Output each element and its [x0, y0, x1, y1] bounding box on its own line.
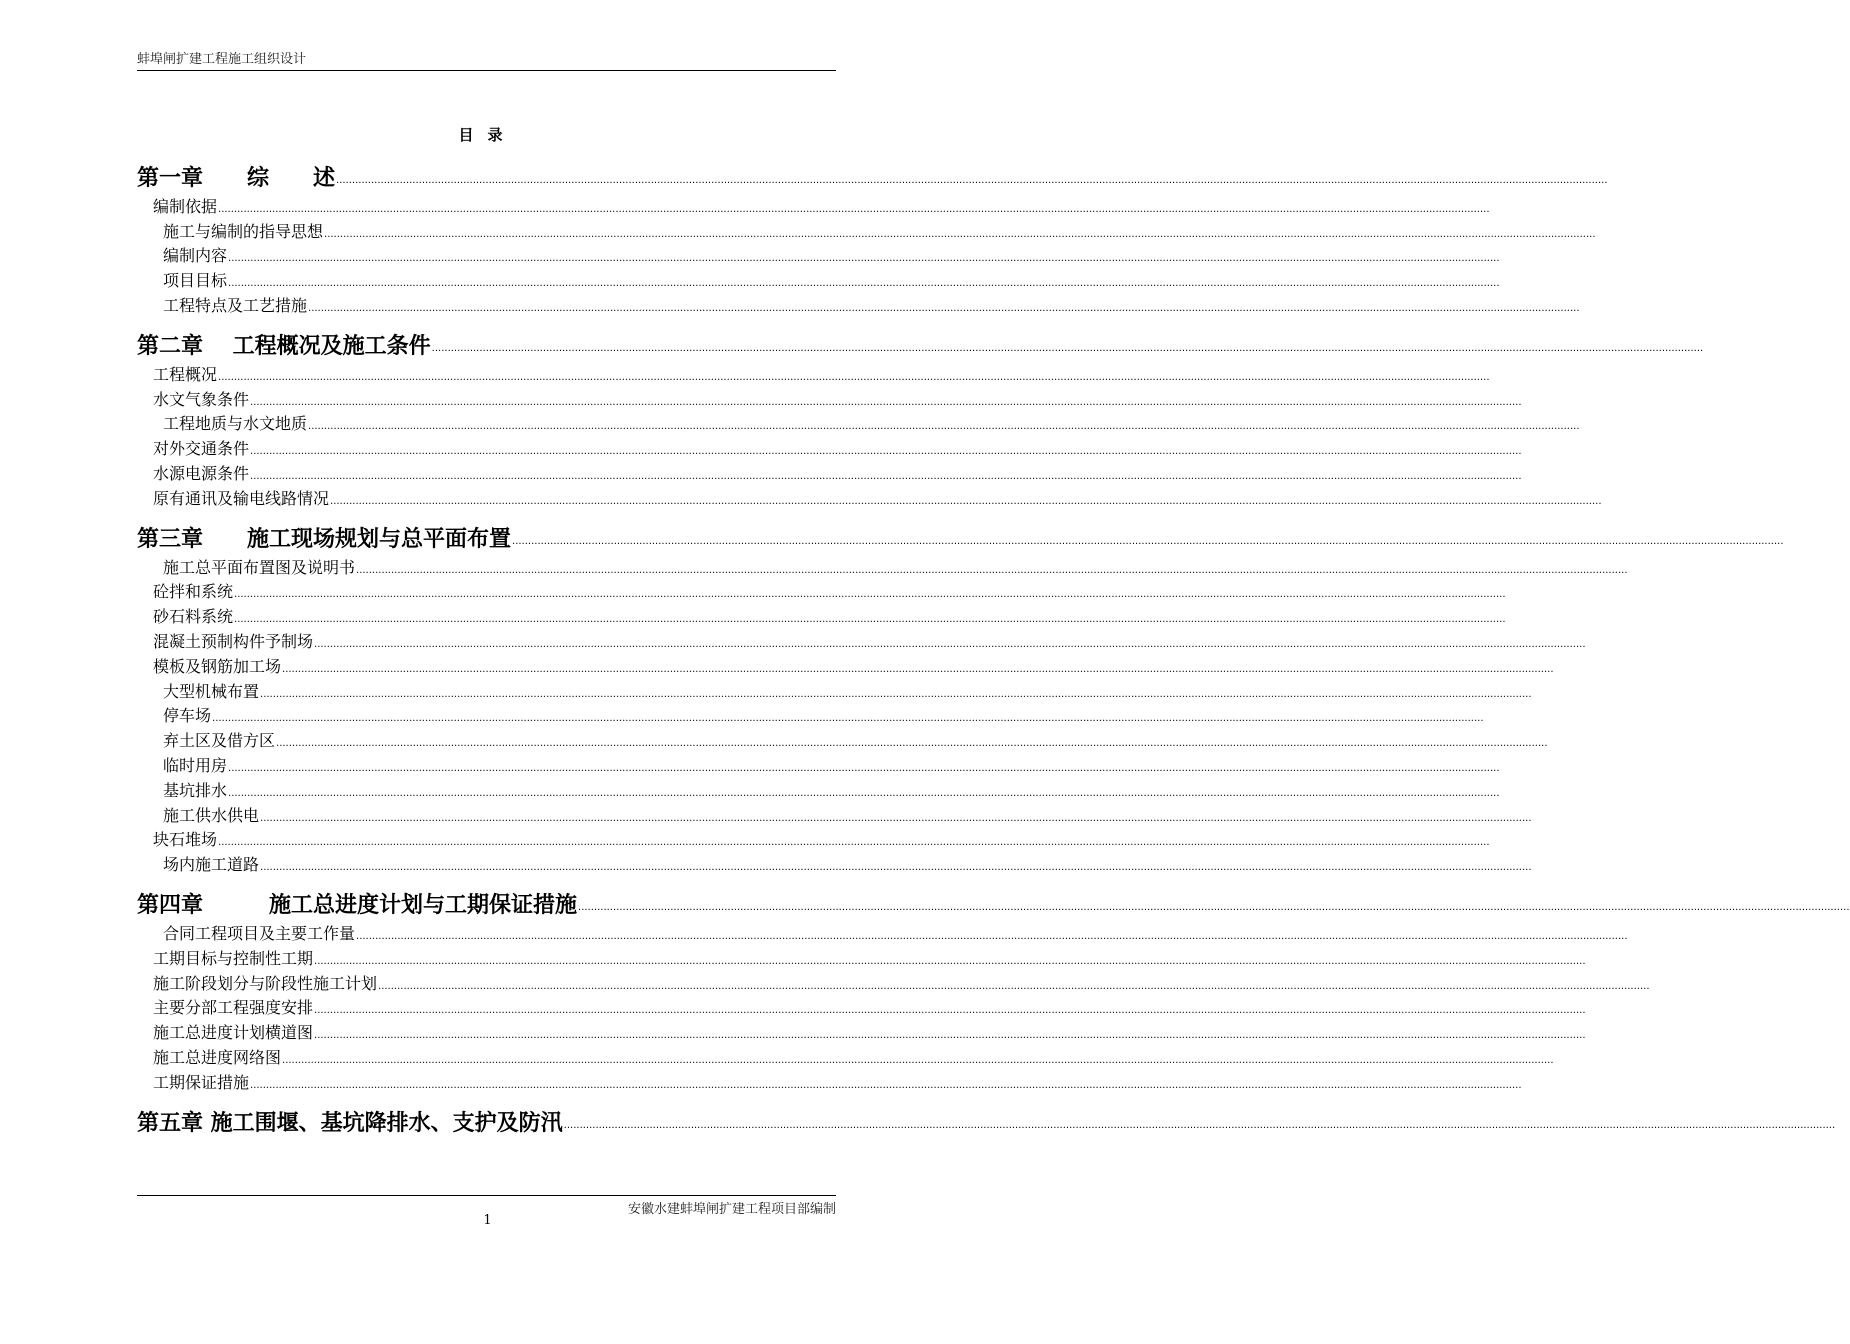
- toc-entry[interactable]: [137, 726, 1548, 751]
- toc-leader-dots: ................................................................................................................................................................................................................................................................................................................................................................................................................: [234, 614, 1506, 626]
- toc-leader-dots: ................................................................................................................................................................................................................................................................................................................................................................................................................: [336, 175, 1608, 186]
- toc-leader-dots: ................................................................................................................................................................................................................................................................................................................................................................................................................: [234, 589, 1506, 601]
- toc-entry-label: 对外交通条件: [153, 439, 250, 459]
- toc-entry-label: 施工与编制的指导思想: [163, 221, 324, 241]
- toc-chapter[interactable]: [137, 875, 1850, 919]
- toc-entry[interactable]: [137, 652, 1554, 677]
- toc-entry[interactable]: [137, 434, 1522, 459]
- toc-entry-label: 模板及钢筋加工场: [153, 656, 282, 676]
- toc-entry[interactable]: [137, 217, 1596, 242]
- toc-chapter[interactable]: [137, 316, 1704, 360]
- toc-entry[interactable]: [137, 553, 1628, 578]
- toc-leader-dots: ................................................................................................................................................................................................................................................................................................................................................................................................................: [431, 342, 1704, 354]
- toc-entry[interactable]: [137, 944, 1586, 969]
- toc-entry[interactable]: [137, 266, 1500, 291]
- toc-leader-dots: ................................................................................................................................................................................................................................................................................................................................................................................................................: [228, 278, 1500, 290]
- toc-entry[interactable]: [137, 385, 1522, 410]
- toc-leader-dots: ................................................................................................................................................................................................................................................................................................................................................................................................................: [512, 535, 1784, 547]
- toc-chapter[interactable]: [137, 148, 1608, 192]
- toc-entry-label: 施工总进度网络图: [153, 1047, 282, 1067]
- toc-leader-dots: ................................................................................................................................................................................................................................................................................................................................................................................................................: [330, 495, 1602, 507]
- toc-entry[interactable]: [137, 410, 1580, 435]
- toc-entry[interactable]: [137, 969, 1650, 994]
- toc-entry-label: 砼拌和系统: [153, 582, 234, 602]
- toc-entry[interactable]: [137, 751, 1500, 776]
- toc-leader-dots: ................................................................................................................................................................................................................................................................................................................................................................................................................: [260, 862, 1532, 874]
- toc-leader-dots: ................................................................................................................................................................................................................................................................................................................................................................................................................: [260, 688, 1532, 700]
- toc-leader-dots: ................................................................................................................................................................................................................................................................................................................................................................................................................: [212, 713, 1484, 725]
- toc-entry[interactable]: [137, 702, 1484, 727]
- footer-rule: [137, 1195, 836, 1196]
- toc-entry-label: 场内施工道路: [163, 855, 260, 875]
- toc-entry[interactable]: [137, 459, 1522, 484]
- toc-entry-label: 工期保证措施: [153, 1072, 250, 1092]
- toc-entry[interactable]: [137, 994, 1586, 1019]
- toc-entry[interactable]: [137, 826, 1490, 851]
- toc-leader-dots: ................................................................................................................................................................................................................................................................................................................................................................................................................: [378, 980, 1650, 992]
- toc-entry-label: 砂石料系统: [153, 607, 234, 627]
- toc-leader-dots: ................................................................................................................................................................................................................................................................................................................................................................................................................: [314, 1030, 1586, 1042]
- toc-leader-dots: ................................................................................................................................................................................................................................................................................................................................................................................................................: [218, 203, 1490, 215]
- toc-entry-label: 施工总进度计划横道图: [153, 1023, 314, 1043]
- toc-entry-label: 项目目标: [163, 271, 228, 291]
- toc-entry-label: 施工阶段划分与阶段性施工计划: [153, 973, 378, 993]
- toc-leader-dots: ................................................................................................................................................................................................................................................................................................................................................................................................................: [228, 253, 1500, 265]
- toc-chapter[interactable]: [137, 1093, 1836, 1137]
- toc-entry[interactable]: [137, 627, 1586, 652]
- toc-title: 目录: [458, 126, 517, 144]
- toc-entry-label: 工期目标与控制性工期: [153, 948, 314, 968]
- toc-chapter-label: 第二章 工程概况及施工条件: [137, 333, 431, 359]
- toc-entry-label: 编制内容: [163, 246, 228, 266]
- toc-entry[interactable]: [137, 192, 1490, 217]
- toc-leader-dots: ................................................................................................................................................................................................................................................................................................................................................................................................................: [356, 930, 1628, 942]
- toc-leader-dots: ................................................................................................................................................................................................................................................................................................................................................................................................................: [314, 955, 1586, 967]
- toc-entry[interactable]: [137, 578, 1506, 603]
- toc-entry[interactable]: [137, 1018, 1586, 1043]
- toc-chapter[interactable]: [137, 509, 1784, 553]
- toc-entry[interactable]: [137, 1043, 1554, 1068]
- toc-leader-dots: ................................................................................................................................................................................................................................................................................................................................................................................................................: [276, 738, 1548, 750]
- toc-entry-label: 水源电源条件: [153, 463, 250, 483]
- toc-leader-dots: ................................................................................................................................................................................................................................................................................................................................................................................................................: [308, 302, 1580, 314]
- table-of-contents: [137, 148, 1850, 1137]
- toc-entry-label: 混凝土预制构件予制场: [153, 631, 314, 651]
- toc-entry-label: 施工总平面布置图及说明书: [163, 557, 356, 577]
- page-number: 1: [483, 1213, 492, 1228]
- toc-entry-label: 临时用房: [163, 755, 228, 775]
- toc-chapter-label: 第四章 施工总进度计划与工期保证措施: [137, 893, 578, 919]
- toc-entry[interactable]: [137, 242, 1500, 267]
- toc-entry-label: 工程地质与水文地质: [163, 414, 308, 434]
- toc-entry[interactable]: [137, 1068, 1522, 1093]
- header-rule: [137, 70, 836, 71]
- toc-entry-label: 编制依据: [153, 196, 218, 216]
- toc-entry[interactable]: [137, 677, 1532, 702]
- page-header: 蚌埠闸扩建工程施工组织设计: [137, 52, 307, 67]
- toc-entry-label: 水文气象条件: [153, 389, 250, 409]
- toc-leader-dots: ................................................................................................................................................................................................................................................................................................................................................................................................................: [324, 228, 1596, 240]
- toc-leader-dots: ................................................................................................................................................................................................................................................................................................................................................................................................................: [228, 787, 1500, 799]
- toc-leader-dots: ................................................................................................................................................................................................................................................................................................................................................................................................................: [250, 396, 1522, 408]
- toc-leader-dots: ................................................................................................................................................................................................................................................................................................................................................................................................................: [282, 663, 1554, 675]
- toc-entry[interactable]: [137, 850, 1532, 875]
- toc-entry-label: 弃土区及借方区: [163, 731, 276, 751]
- footer-text: 安徽水建蚌埠闸扩建工程项目部编制: [627, 1202, 836, 1217]
- toc-leader-dots: ................................................................................................................................................................................................................................................................................................................................................................................................................: [218, 371, 1490, 383]
- toc-entry[interactable]: [137, 291, 1580, 316]
- toc-chapter-label: 第三章 施工现场规划与总平面布置: [137, 526, 512, 552]
- toc-entry-label: 施工供水供电: [163, 805, 260, 825]
- toc-entry-label: 基坑排水: [163, 780, 228, 800]
- toc-leader-dots: ................................................................................................................................................................................................................................................................................................................................................................................................................: [356, 564, 1628, 576]
- toc-entry[interactable]: [137, 484, 1602, 509]
- toc-leader-dots: ................................................................................................................................................................................................................................................................................................................................................................................................................: [282, 1054, 1554, 1066]
- toc-entry[interactable]: [137, 919, 1628, 944]
- toc-entry-label: 合同工程项目及主要工作量: [163, 923, 356, 943]
- toc-entry-label: 块石堆场: [153, 830, 218, 850]
- toc-chapter-label: 第一章 综 述: [137, 166, 336, 191]
- toc-entry[interactable]: [137, 801, 1532, 826]
- toc-leader-dots: ................................................................................................................................................................................................................................................................................................................................................................................................................: [578, 902, 1850, 914]
- toc-leader-dots: ................................................................................................................................................................................................................................................................................................................................................................................................................: [314, 638, 1586, 650]
- toc-leader-dots: ................................................................................................................................................................................................................................................................................................................................................................................................................: [218, 837, 1490, 849]
- toc-entry-label: 工程概况: [153, 364, 218, 384]
- toc-leader-dots: ................................................................................................................................................................................................................................................................................................................................................................................................................: [563, 1119, 1836, 1131]
- toc-leader-dots: ................................................................................................................................................................................................................................................................................................................................................................................................................: [250, 1079, 1522, 1091]
- toc-leader-dots: ................................................................................................................................................................................................................................................................................................................................................................................................................: [228, 762, 1500, 774]
- toc-leader-dots: ................................................................................................................................................................................................................................................................................................................................................................................................................: [308, 421, 1580, 433]
- toc-leader-dots: ................................................................................................................................................................................................................................................................................................................................................................................................................: [314, 1005, 1586, 1017]
- toc-entry-label: 主要分部工程强度安排: [153, 998, 314, 1018]
- toc-entry[interactable]: [137, 776, 1500, 801]
- toc-entry-label: 停车场: [163, 706, 212, 726]
- toc-entry-label: 工程特点及工艺措施: [163, 295, 308, 315]
- toc-leader-dots: ................................................................................................................................................................................................................................................................................................................................................................................................................: [260, 812, 1532, 824]
- toc-chapter-label: 第五章 施工围堰、基坑降排水、支护及防汛: [137, 1110, 563, 1136]
- toc-entry[interactable]: [137, 602, 1506, 627]
- toc-entry-label: 大型机械布置: [163, 681, 260, 701]
- toc-entry[interactable]: [137, 360, 1490, 385]
- toc-leader-dots: ................................................................................................................................................................................................................................................................................................................................................................................................................: [250, 470, 1522, 482]
- toc-leader-dots: ................................................................................................................................................................................................................................................................................................................................................................................................................: [250, 446, 1522, 458]
- toc-entry-label: 原有通讯及输电线路情况: [153, 488, 330, 508]
